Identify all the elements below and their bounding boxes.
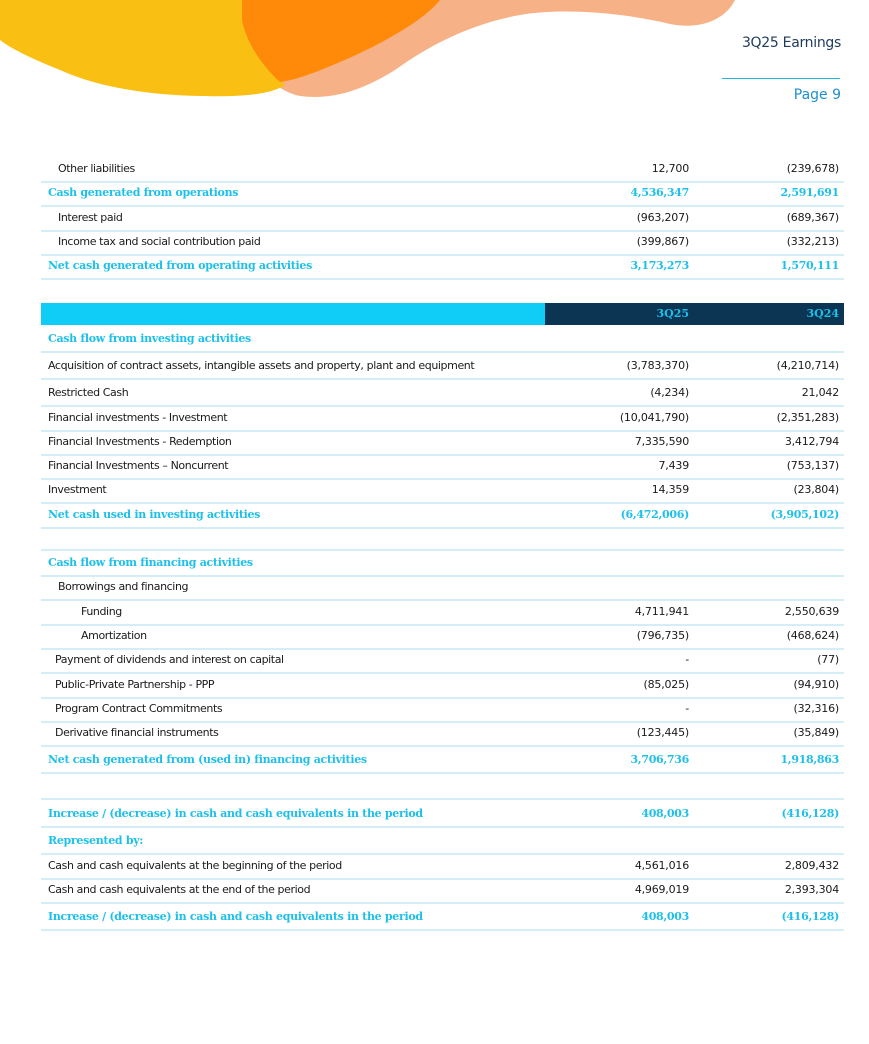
value-3q24: 2,591,691 [780,186,839,199]
spacer-row [41,527,844,551]
value-3q24: (468,624) [786,629,839,642]
column-header-bar [41,303,844,325]
table-row [41,230,844,256]
row-label: Derivative financial instruments [55,726,219,739]
row-label: Increase / (decrease) in cash and cash equivalents in the period [48,910,423,923]
row-label: Payment of dividends and interest on capital [55,653,284,666]
row-label: Program Contract Commitments [55,702,223,715]
value-3q25: 7,439 [658,459,689,472]
row-label: Net cash generated from (used in) financing activities [48,753,367,766]
value-3q25: - [685,653,689,666]
page-number: Page 9 [793,87,841,103]
section-heading-label: Cash flow from investing activities [48,332,251,345]
table-row [41,478,844,504]
value-3q25: (963,207) [636,211,689,224]
value-3q25: 4,969,019 [634,883,689,896]
row-label: Increase / (decrease) in cash and cash equivalents in the period [48,807,423,820]
column-header-3q25: 3Q25 [656,307,689,320]
header-bar-cyan [41,303,545,325]
table-row [41,854,844,880]
value-3q25: 7,335,590 [634,435,689,448]
section-heading [41,551,844,577]
value-3q24: (2,351,283) [776,411,839,424]
row-label: Other liabilities [58,162,135,175]
value-3q24: (689,367) [786,211,839,224]
value-3q25: 408,003 [641,807,689,820]
value-3q25: (123,445) [636,726,689,739]
report-title: 3Q25 Earnings [741,35,841,51]
table-row [41,575,844,601]
table-row-total [41,503,844,529]
row-label: Cash and cash equivalents at the end of the period [48,883,311,896]
value-3q24: (239,678) [786,162,839,175]
value-3q25: (399,867) [636,235,689,248]
value-3q24: 1,918,863 [780,753,839,766]
table-row [41,721,844,747]
value-3q25: 4,561,016 [634,859,689,872]
value-3q24: 3,412,794 [784,435,839,448]
value-3q24: (4,210,714) [776,359,839,372]
value-3q24: (35,849) [793,726,839,739]
value-3q24: (753,137) [786,459,839,472]
table-row-total [41,905,844,931]
row-label: Amortization [81,629,147,642]
table-row [41,381,844,407]
column-header-3q24: 3Q24 [806,307,839,320]
value-3q24: (32,316) [793,702,839,715]
row-label: Cash and cash equivalents at the beginning of the period [48,859,342,872]
table-row [41,454,844,480]
value-3q24: (3,905,102) [770,508,839,521]
value-3q24: (332,213) [786,235,839,248]
section-heading-label: Cash flow from financing activities [48,556,253,569]
value-3q25: 12,700 [651,162,689,175]
row-label: Public-Private Partnership - PPP [55,678,215,691]
value-3q24: 2,809,432 [784,859,839,872]
value-3q25: 408,003 [641,910,689,923]
value-3q24: (94,910) [793,678,839,691]
value-3q25: (10,041,790) [619,411,689,424]
row-label: Restricted Cash [48,386,129,399]
row-label: Financial investments - Investment [48,411,228,424]
value-3q24: (416,128) [781,910,839,923]
table-row-total [41,748,844,774]
row-label: Net cash used in investing activities [48,508,261,521]
value-3q25: (6,472,006) [620,508,689,521]
table-row-total [41,181,844,207]
row-label: Cash generated from operations [48,186,239,199]
row-label: Funding [81,605,122,618]
table-row [41,354,844,380]
table-row-total [41,254,844,280]
value-3q25: 4,711,941 [634,605,689,618]
table-row [41,697,844,723]
value-3q25: (3,783,370) [626,359,689,372]
value-3q24: (23,804) [793,483,839,496]
header-divider [722,78,840,79]
value-3q24: (416,128) [781,807,839,820]
row-label: Net cash generated from operating activities [48,259,312,272]
row-label: Interest paid [58,211,123,224]
row-label: Income tax and social contribution paid [58,235,261,248]
section-heading [41,327,844,353]
value-3q24: (77) [817,653,839,666]
table-row [41,648,844,674]
row-label: Financial Investments - Redemption [48,435,232,448]
value-3q24: 2,550,639 [784,605,839,618]
row-label: Acquisition of contract assets, intangible assets and property, plant and equipment [48,359,475,372]
value-3q25: 4,536,347 [630,186,689,199]
table-row [41,878,844,904]
value-3q25: - [685,702,689,715]
table-row [41,624,844,650]
value-3q25: (85,025) [643,678,689,691]
row-label: Investment [48,483,107,496]
header-decoration [0,0,869,110]
table-row [41,406,844,432]
table-row-total [41,802,844,828]
value-3q25: (4,234) [650,386,689,399]
row-label: Borrowings and financing [58,580,189,593]
row-label: Financial Investments – Noncurrent [48,459,229,472]
value-3q24: 21,042 [801,386,839,399]
table-row [41,430,844,456]
section-heading [41,829,844,855]
header-bar-navy [545,303,844,325]
value-3q25: 14,359 [651,483,689,496]
table-row [41,600,844,626]
section-heading-label: Represented by: [48,834,144,847]
spacer-row [41,774,844,800]
value-3q24: 1,570,111 [780,259,839,272]
table-row [41,157,844,183]
value-3q25: 3,173,273 [630,259,689,272]
value-3q25: 3,706,736 [630,753,689,766]
value-3q24: 2,393,304 [784,883,839,896]
value-3q25: (796,735) [636,629,689,642]
table-row [41,673,844,699]
table-row [41,206,844,232]
